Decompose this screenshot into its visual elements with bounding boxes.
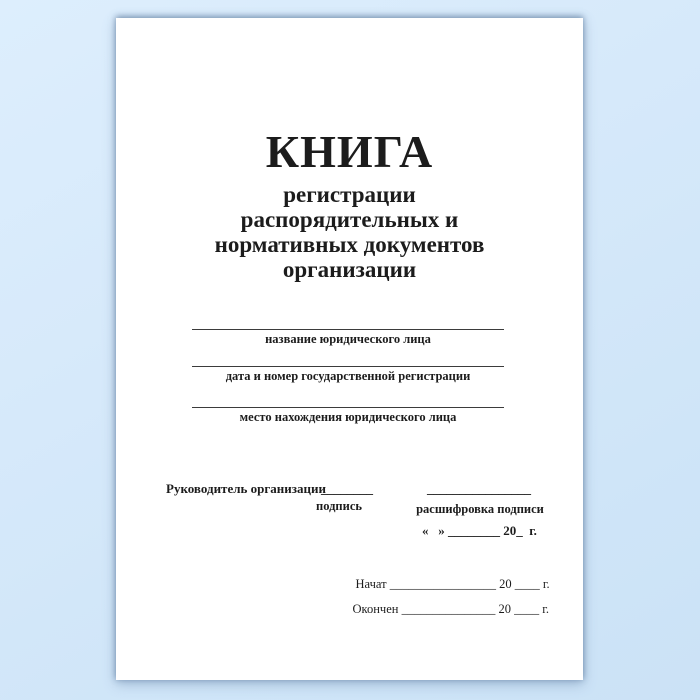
started-blank: _________________ 20 ____ г. xyxy=(386,577,550,591)
book-subtitle-line: нормативных документов xyxy=(214,232,485,257)
book-title: КНИГА xyxy=(265,126,434,177)
signature-caption: подпись xyxy=(316,499,362,513)
signature-name-blank: ________________ xyxy=(427,481,531,496)
form-field-legal-name xyxy=(192,329,504,346)
signature-blank: ________ xyxy=(321,481,373,496)
form-field-registration xyxy=(192,366,504,383)
finished-row xyxy=(340,587,549,632)
started-label: Начат xyxy=(355,577,387,591)
finished-blank: _______________ 20 ____ г. xyxy=(398,602,550,616)
book-subtitle xyxy=(116,182,583,282)
field-caption: дата и номер государственной регистрации xyxy=(225,369,471,383)
field-caption: место нахождения юридического лица xyxy=(239,410,457,424)
form-field-location xyxy=(192,407,504,424)
signature-name-caption: расшифровка подписи xyxy=(416,502,544,516)
finished-label: Окончен xyxy=(352,602,399,616)
book-subtitle-line: распорядительных и xyxy=(240,207,459,232)
signature-role-label: Руководитель организации xyxy=(166,481,326,496)
book-cover-page xyxy=(116,18,583,680)
book-subtitle-line: организации xyxy=(282,257,417,282)
book-subtitle-line: регистрации xyxy=(283,182,416,207)
field-caption: название юридического лица xyxy=(265,332,431,346)
signature-date-blank: « » ________ 20_ г. xyxy=(422,523,537,538)
